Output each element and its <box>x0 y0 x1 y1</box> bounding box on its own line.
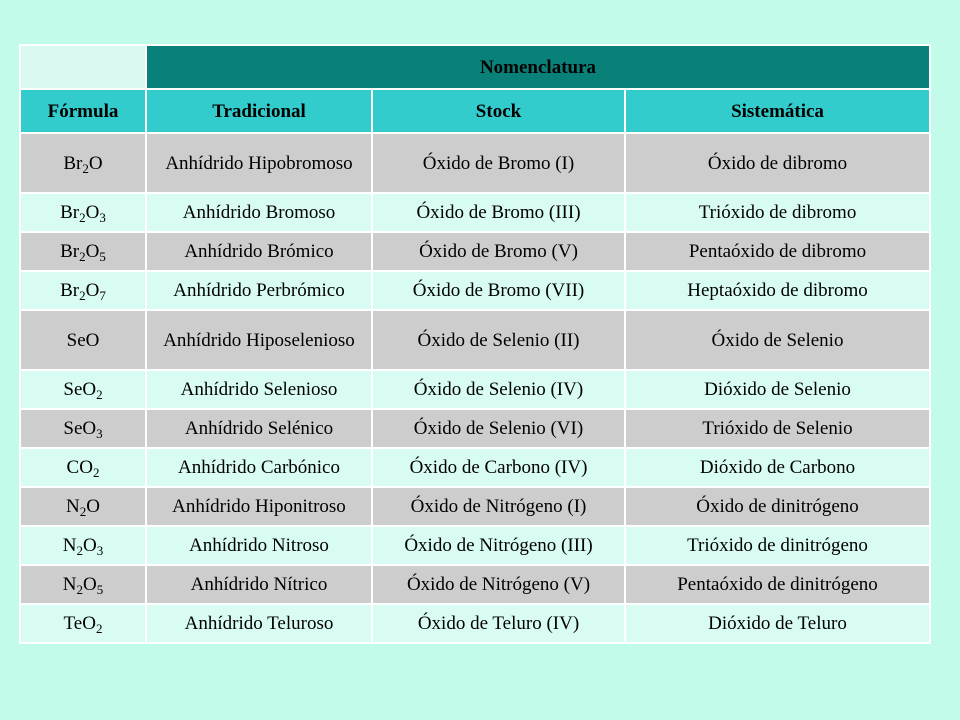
sistematica-cell: Trióxido de dinitrógeno <box>625 526 930 565</box>
table-head <box>20 45 930 133</box>
table-row <box>20 409 930 448</box>
tradicional-cell: Anhídrido Selénico <box>146 409 372 448</box>
formula-element: O <box>88 152 103 174</box>
stock-cell: Óxido de Carbono (IV) <box>372 448 625 487</box>
sistematica-cell: Óxido de Selenio <box>625 310 930 370</box>
stock-cell: Óxido de Selenio (IV) <box>372 370 625 409</box>
formula-subscript: 2 <box>82 160 89 176</box>
formula-subscript: 5 <box>99 249 106 264</box>
table-row <box>20 232 930 271</box>
column-header-tradicional: Tradicional <box>146 89 372 133</box>
formula-element: N <box>62 574 77 595</box>
stock-cell: Óxido de Selenio (II) <box>372 310 625 370</box>
stock-cell: Óxido de Bromo (I) <box>372 133 625 193</box>
table-row <box>20 193 930 232</box>
sistematica-cell: Trióxido de dibromo <box>625 193 930 232</box>
formula-subscript: 2 <box>92 465 100 480</box>
formula-element: O <box>83 574 97 595</box>
stock-cell: Óxido de Bromo (V) <box>372 232 625 271</box>
sistematica-cell: Trióxido de Selenio <box>625 409 930 448</box>
formula-element: O <box>85 280 100 301</box>
formula-cell <box>20 193 146 232</box>
tradicional-cell: Anhídrido Nítrico <box>146 565 372 604</box>
tradicional-cell: Anhídrido Perbrómico <box>146 271 372 310</box>
formula-element: O <box>86 496 100 517</box>
formula-subscript: 5 <box>96 582 104 597</box>
formula-cell <box>20 271 146 310</box>
formula-element: O <box>83 535 97 556</box>
formula-subscript: 2 <box>96 387 103 402</box>
sistematica-cell: Pentaóxido de dibromo <box>625 232 930 271</box>
table-row <box>20 370 930 409</box>
formula-element: SeO <box>63 418 97 439</box>
stock-cell: Óxido de Nitrógeno (V) <box>372 565 625 604</box>
formula-element: N <box>62 535 77 556</box>
formula-cell <box>20 370 146 409</box>
column-header-formula: Fórmula <box>20 89 146 133</box>
formula-element: Br <box>63 152 83 174</box>
formula-subscript: 2 <box>76 582 83 597</box>
formula-subscript: 2 <box>79 504 87 519</box>
formula-element: Br <box>60 280 80 301</box>
formula-element: O <box>85 202 100 223</box>
tradicional-cell: Anhídrido Bromoso <box>146 193 372 232</box>
tradicional-cell: Anhídrido Brómico <box>146 232 372 271</box>
stock-cell: Óxido de Nitrógeno (III) <box>372 526 625 565</box>
tradicional-cell: Anhídrido Carbónico <box>146 448 372 487</box>
formula-subscript: 2 <box>76 543 83 558</box>
sistematica-cell: Óxido de dibromo <box>625 133 930 193</box>
sistematica-cell: Heptaóxido de dibromo <box>625 271 930 310</box>
tradicional-cell: Anhídrido Hiposelenioso <box>146 310 372 370</box>
tradicional-cell: Anhídrido Hipobromoso <box>146 133 372 193</box>
tradicional-cell: Anhídrido Nitroso <box>146 526 372 565</box>
table-row <box>20 487 930 526</box>
stock-cell: Óxido de Selenio (VI) <box>372 409 625 448</box>
column-header-row <box>20 89 930 133</box>
formula-subscript: 7 <box>99 288 106 303</box>
formula-element: N <box>66 496 80 517</box>
group-header-row <box>20 45 930 89</box>
formula-cell <box>20 526 146 565</box>
tradicional-cell: Anhídrido Teluroso <box>146 604 372 643</box>
table-row <box>20 565 930 604</box>
tradicional-cell: Anhídrido Hiponitroso <box>146 487 372 526</box>
formula-cell <box>20 487 146 526</box>
formula-subscript: 2 <box>79 288 86 303</box>
formula-element: SeO <box>63 379 97 400</box>
formula-cell <box>20 604 146 643</box>
table-row <box>20 526 930 565</box>
sistematica-cell: Dióxido de Selenio <box>625 370 930 409</box>
formula-element: TeO <box>63 613 96 634</box>
tradicional-cell: Anhídrido Selenioso <box>146 370 372 409</box>
formula-element: SeO <box>66 329 100 351</box>
table-body <box>20 133 930 643</box>
formula-cell <box>20 133 146 193</box>
stock-cell: Óxido de Bromo (III) <box>372 193 625 232</box>
formula-subscript: 3 <box>96 426 103 441</box>
table-row <box>20 133 930 193</box>
column-header-stock: Stock <box>372 89 625 133</box>
corner-cell <box>20 45 146 89</box>
sistematica-cell: Pentaóxido de dinitrógeno <box>625 565 930 604</box>
formula-element: Br <box>60 202 80 223</box>
formula-element: Br <box>60 241 80 262</box>
formula-subscript: 3 <box>96 543 104 558</box>
formula-cell <box>20 448 146 487</box>
sistematica-cell: Dióxido de Teluro <box>625 604 930 643</box>
formula-element: O <box>85 241 100 262</box>
formula-cell <box>20 565 146 604</box>
formula-subscript: 2 <box>79 249 86 264</box>
table-row <box>20 310 930 370</box>
formula-cell <box>20 310 146 370</box>
formula-subscript: 3 <box>99 210 106 225</box>
table-row <box>20 271 930 310</box>
table-row <box>20 604 930 643</box>
formula-element: CO <box>66 457 93 478</box>
sistematica-cell: Dióxido de Carbono <box>625 448 930 487</box>
sistematica-cell: Óxido de dinitrógeno <box>625 487 930 526</box>
column-header-sistematica: Sistemática <box>625 89 930 133</box>
formula-cell <box>20 232 146 271</box>
formula-cell <box>20 409 146 448</box>
stock-cell: Óxido de Bromo (VII) <box>372 271 625 310</box>
stock-cell: Óxido de Teluro (IV) <box>372 604 625 643</box>
formula-subscript: 2 <box>79 210 86 225</box>
table-row <box>20 448 930 487</box>
nomenclature-table <box>19 44 931 644</box>
formula-subscript: 2 <box>95 621 103 636</box>
nomenclatura-header: Nomenclatura <box>146 45 930 89</box>
stock-cell: Óxido de Nitrógeno (I) <box>372 487 625 526</box>
